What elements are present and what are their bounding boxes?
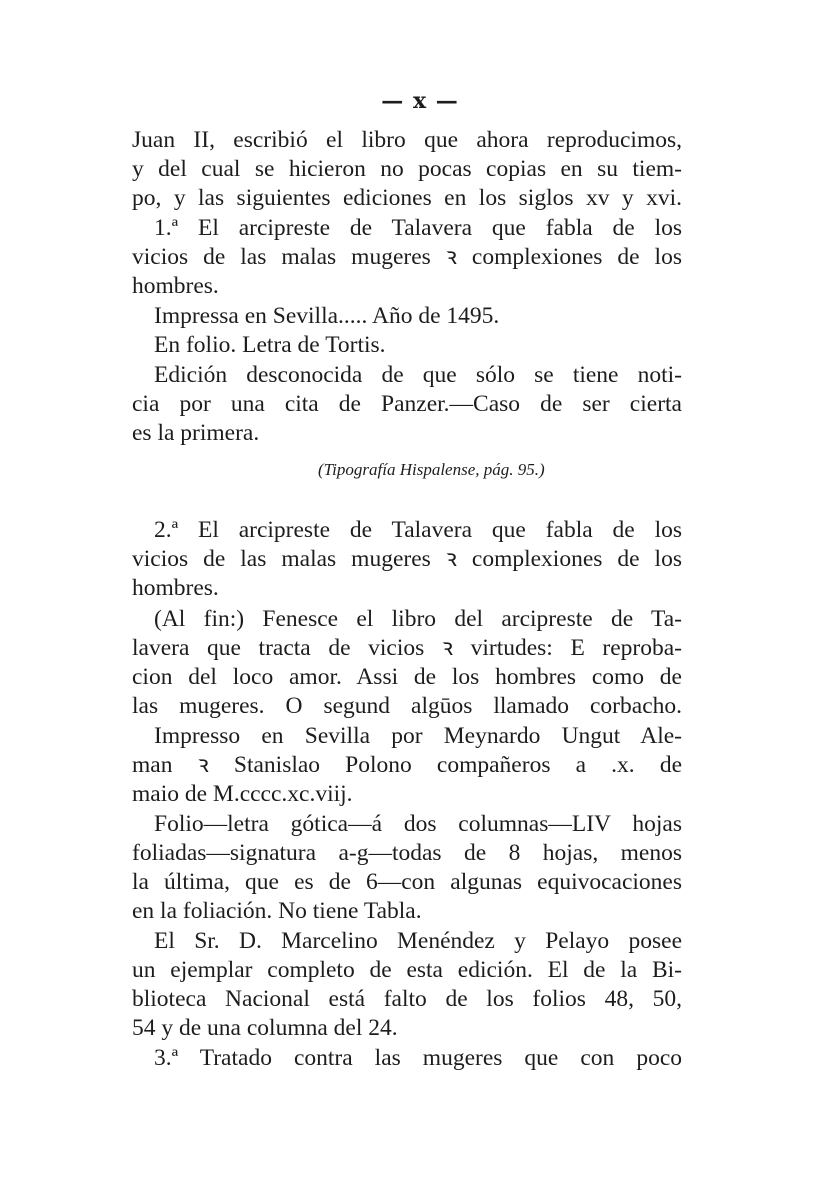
text-line: Impressa en Sevilla..... Año de 1495. [154,303,500,329]
text-line: 3.ª Tratado contra las mugeres que con poco [154,1045,682,1071]
text-line: un ejemplar completo de esta edición. El de la Bi- [132,957,682,983]
text-line: 1.ª El arcipreste de Talavera que fabla de los [154,215,682,241]
text-line: blioteca Nacional está falto de los folios 48, 50, [132,986,682,1012]
text-line: 54 y de una columna del 24. [132,1015,398,1041]
text-line: vicios de las malas mugeres ꝛ complexiones de los [132,546,682,572]
text-line: Folio—letra gótica—á dos columnas—LIV hojas [154,811,682,837]
text-line: la última, que es de 6—con algunas equivocaciones [132,869,682,895]
text-line: hombres. [132,273,219,299]
text-line: es la primera. [132,420,260,446]
text-line: cion del loco amor. Assi de los hombres como de [132,664,682,690]
text-line: Impresso en Sevilla por Meynardo Ungut Ale- [154,723,682,749]
text-line: man ꝛ Stanislao Polono compañeros a .x. de [132,752,682,778]
text-line: 2.ª El arcipreste de Talavera que fabla de los [154,517,682,543]
text-line: Juan II, escribió el libro que ahora reproducimos, [132,127,682,153]
text-line: Edición desconocida de que sólo se tiene noti- [154,362,682,388]
text-line: hombres. [132,575,219,601]
text-line: las mugeres. O segund algūos llamado corbacho. [132,693,682,719]
text-line: En folio. Letra de Tortis. [154,332,386,358]
text-line: lavera que tracta de vicios ꝛ virtudes: E reproba- [132,635,682,661]
text-line: vicios de las malas mugeres ꝛ complexiones de los [132,244,682,270]
text-line: y del cual se hicieron no pocas copias en su tiem- [132,156,682,182]
text-line: (Al fin:) Fenesce el libro del arcipreste de Ta- [154,606,682,632]
text-line: po, y las siguientes ediciones en los siglos xv y xvi. [132,185,682,211]
text-line: en la foliación. No tiene Tabla. [132,898,422,924]
page-number: — x — [381,88,459,114]
text-line: maio de M.cccc.xc.viij. [132,781,353,807]
text-line: foliadas—signatura a-g—todas de 8 hojas, menos [132,840,682,866]
citation: (Tipografía Hispalense, pág. 95.) [318,460,545,479]
text-line: El Sr. D. Marcelino Menéndez y Pelayo posee [154,928,682,954]
text-line: cia por una cita de Panzer.—Caso de ser cierta [132,391,682,417]
